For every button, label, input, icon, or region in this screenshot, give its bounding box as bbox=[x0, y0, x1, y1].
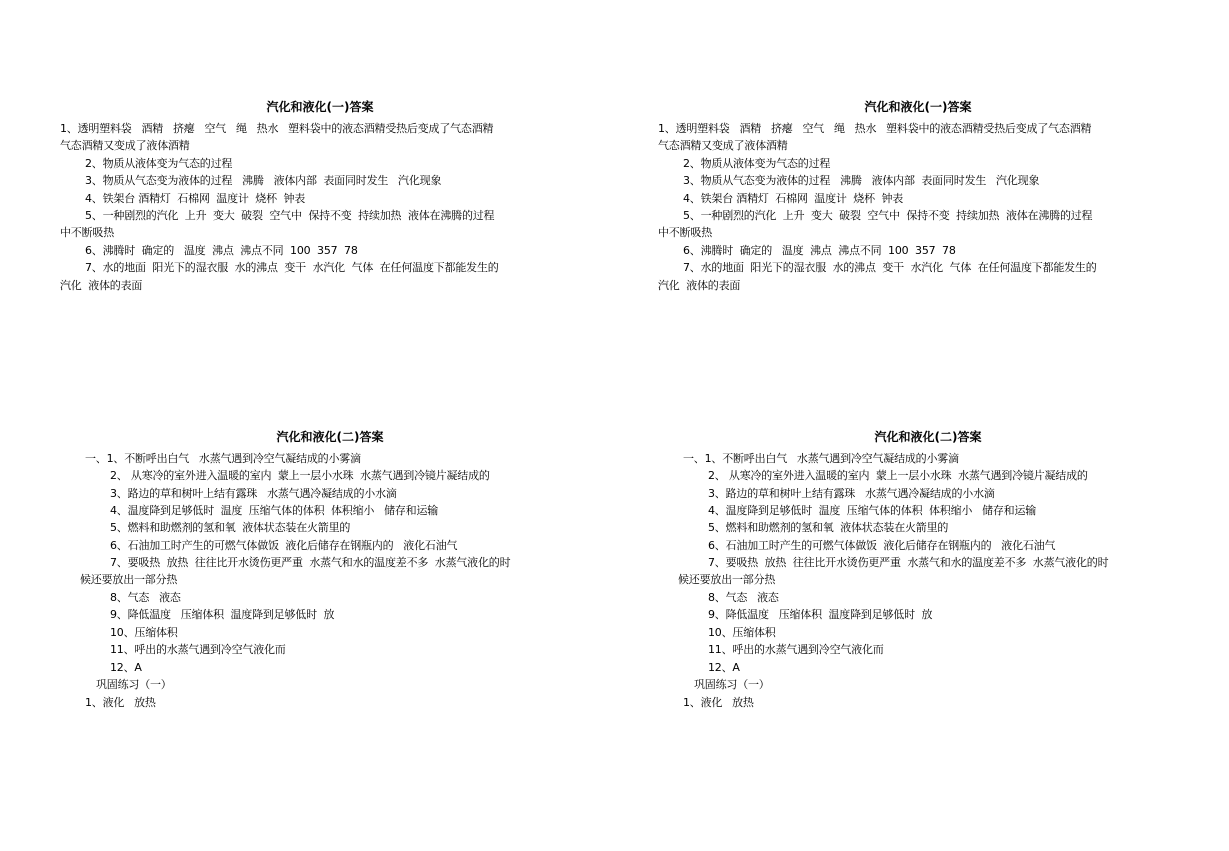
answer-line: 4、温度降到足够低时 温度 压缩气体的体积 体积缩小 储存和运输 bbox=[110, 504, 439, 517]
answer-line: 7、要吸热 放热 往往比开水烫伤更严重 水蒸气和水的温度差不多 水蒸气液化的时 bbox=[708, 556, 1109, 569]
answer-line: 巩固练习（一） bbox=[96, 678, 172, 691]
answer-line: 1、透明塑料袋 酒精 挤瘪 空气 绳 热水 塑料袋中的液态酒精受热后变成了气态酒精 bbox=[658, 122, 1092, 135]
answer-line: 一、1、不断呼出白气 水蒸气遇到冷空气凝结成的小雾滴 bbox=[85, 452, 361, 465]
answer-line: 气态酒精又变成了液体酒精 bbox=[60, 139, 190, 152]
answer-line: 12、A bbox=[708, 661, 740, 674]
answer-line: 2、 从寒冷的室外进入温暖的室内 蒙上一层小水珠 水蒸气遇到冷镜片凝结成的 bbox=[110, 469, 490, 482]
answer-line: 5、一种剧烈的汽化 上升 变大 破裂 空气中 保持不变 持续加热 液体在沸腾的过程 bbox=[85, 209, 495, 222]
answer-line: 4、铁架台 酒精灯 石棉网 温度计 烧杯 钟表 bbox=[85, 192, 306, 205]
answer-line: 7、要吸热 放热 往往比开水烫伤更严重 水蒸气和水的温度差不多 水蒸气液化的时 bbox=[110, 556, 511, 569]
answer-line: 候还要放出一部分热 bbox=[80, 573, 178, 586]
answer-line: 5、一种剧烈的汽化 上升 变大 破裂 空气中 保持不变 持续加热 液体在沸腾的过程 bbox=[683, 209, 1093, 222]
section-title: 汽化和液化(一)答案 bbox=[266, 100, 374, 114]
answer-line: 1、液化 放热 bbox=[85, 696, 156, 709]
answer-line: 巩固练习（一） bbox=[694, 678, 770, 691]
answer-line: 8、气态 液态 bbox=[708, 591, 779, 604]
answer-line: 气态酒精又变成了液体酒精 bbox=[658, 139, 788, 152]
answer-line: 7、水的地面 阳光下的湿衣服 水的沸点 变干 水汽化 气体 在任何温度下都能发生的 bbox=[85, 261, 499, 274]
section-title: 汽化和液化(一)答案 bbox=[864, 100, 972, 114]
answer-line: 10、压缩体积 bbox=[110, 626, 178, 639]
answer-line: 6、石油加工时产生的可燃气体做饭 液化后储存在钢瓶内的 液化石油气 bbox=[708, 539, 1056, 552]
answer-line: 6、沸腾时 确定的 温度 沸点 沸点不同 100 357 78 bbox=[683, 244, 956, 257]
answer-line: 一、1、不断呼出白气 水蒸气遇到冷空气凝结成的小雾滴 bbox=[683, 452, 959, 465]
answer-line: 中不断吸热 bbox=[60, 226, 114, 239]
answer-line: 候还要放出一部分热 bbox=[678, 573, 776, 586]
answer-line: 3、物质从气态变为液体的过程 沸腾 液体内部 表面同时发生 汽化现象 bbox=[85, 174, 442, 187]
answer-line: 9、降低温度 压缩体积 温度降到足够低时 放 bbox=[708, 608, 933, 621]
answer-line: 4、温度降到足够低时 温度 压缩气体的体积 体积缩小 储存和运输 bbox=[708, 504, 1037, 517]
section-title: 汽化和液化(二)答案 bbox=[874, 430, 982, 444]
answer-line: 3、路边的草和树叶上结有露珠 水蒸气遇冷凝结成的小水滴 bbox=[708, 487, 995, 500]
answer-line: 5、燃料和助燃剂的氢和氧 液体状态装在火箭里的 bbox=[110, 521, 351, 534]
answer-line: 9、降低温度 压缩体积 温度降到足够低时 放 bbox=[110, 608, 335, 621]
answer-line: 5、燃料和助燃剂的氢和氧 液体状态装在火箭里的 bbox=[708, 521, 949, 534]
answer-line: 2、物质从液体变为气态的过程 bbox=[683, 157, 831, 170]
section-title: 汽化和液化(二)答案 bbox=[276, 430, 384, 444]
answer-line: 1、透明塑料袋 酒精 挤瘪 空气 绳 热水 塑料袋中的液态酒精受热后变成了气态酒精 bbox=[60, 122, 494, 135]
answer-line: 12、A bbox=[110, 661, 142, 674]
answer-line: 6、石油加工时产生的可燃气体做饭 液化后储存在钢瓶内的 液化石油气 bbox=[110, 539, 458, 552]
answer-line: 3、物质从气态变为液体的过程 沸腾 液体内部 表面同时发生 汽化现象 bbox=[683, 174, 1040, 187]
answer-line: 11、呼出的水蒸气遇到冷空气液化而 bbox=[708, 643, 884, 656]
answer-line: 1、液化 放热 bbox=[683, 696, 754, 709]
answer-line: 11、呼出的水蒸气遇到冷空气液化而 bbox=[110, 643, 286, 656]
answer-line: 2、物质从液体变为气态的过程 bbox=[85, 157, 233, 170]
answer-line: 10、压缩体积 bbox=[708, 626, 776, 639]
answer-line: 中不断吸热 bbox=[658, 226, 712, 239]
answer-line: 汽化 液体的表面 bbox=[658, 279, 741, 292]
answer-line: 汽化 液体的表面 bbox=[60, 279, 143, 292]
answer-line: 7、水的地面 阳光下的湿衣服 水的沸点 变干 水汽化 气体 在任何温度下都能发生的 bbox=[683, 261, 1097, 274]
answer-line: 6、沸腾时 确定的 温度 沸点 沸点不同 100 357 78 bbox=[85, 244, 358, 257]
answer-line: 3、路边的草和树叶上结有露珠 水蒸气遇冷凝结成的小水滴 bbox=[110, 487, 397, 500]
answer-line: 8、气态 液态 bbox=[110, 591, 181, 604]
answer-line: 2、 从寒冷的室外进入温暖的室内 蒙上一层小水珠 水蒸气遇到冷镜片凝结成的 bbox=[708, 469, 1088, 482]
answer-line: 4、铁架台 酒精灯 石棉网 温度计 烧杯 钟表 bbox=[683, 192, 904, 205]
